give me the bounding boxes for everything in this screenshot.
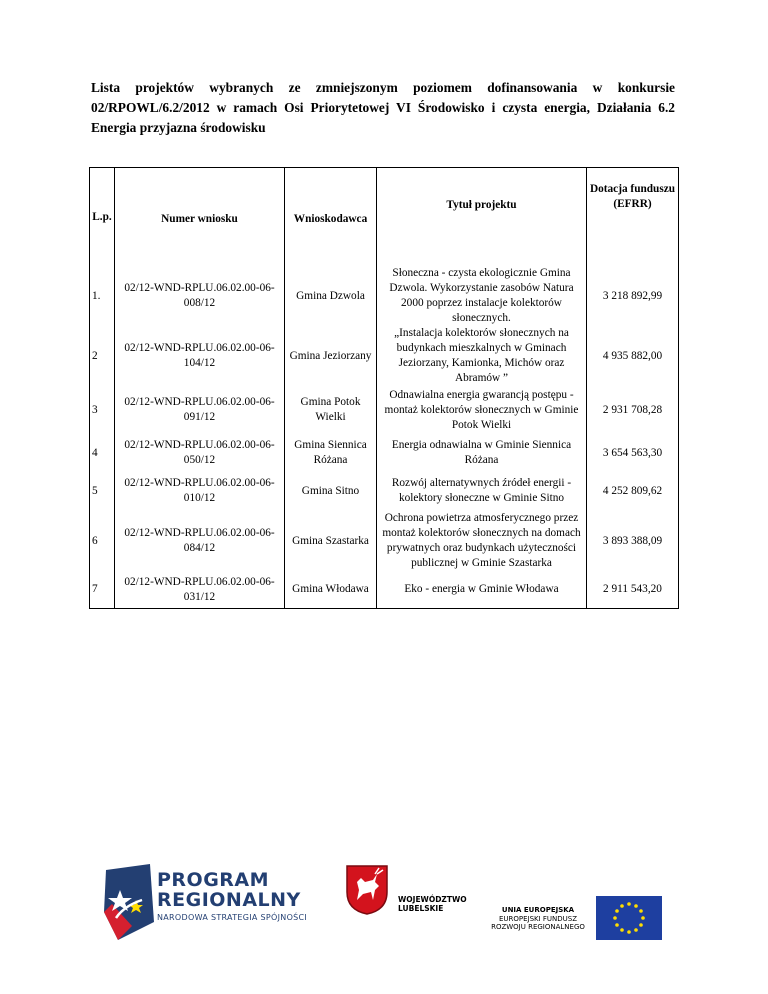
table-row xyxy=(90,572,679,608)
footer-logos xyxy=(0,858,768,948)
cell-number: 02/12-WND-RPLU.06.02.00-06-050/12 xyxy=(115,434,285,472)
program-regionalny-logo-icon xyxy=(102,860,156,944)
program-line-2: REGIONALNY xyxy=(157,889,301,911)
cell-number: 02/12-WND-RPLU.06.02.00-06-091/12 xyxy=(115,386,285,434)
document-heading xyxy=(91,78,675,138)
cell-amount: 3 893 388,09 xyxy=(587,510,679,572)
cell-number: 02/12-WND-RPLU.06.02.00-06-084/12 xyxy=(115,510,285,572)
cell-applicant: Gmina Jeziorzany xyxy=(285,326,377,386)
cell-applicant: Gmina Sitno xyxy=(285,472,377,510)
cell-applicant: Gmina Siennica Różana xyxy=(285,434,377,472)
projects-table xyxy=(89,167,679,609)
cell-title: Odnawialna energia gwarancją postępu - montaż kolektorów słonecznych w Gminie Potok Wielki xyxy=(377,386,587,434)
cell-title: Eko - energia w Gminie Włodawa xyxy=(377,572,587,608)
cell-lp: 2 xyxy=(90,326,115,386)
wojewodztwo-line-2: LUBELSKIE xyxy=(398,904,444,913)
cell-lp: 4 xyxy=(90,434,115,472)
cell-lp: 3 xyxy=(90,386,115,434)
wojewodztwo-line-1: WOJEWÓDZTWO xyxy=(398,895,467,904)
program-regionalny-text xyxy=(157,870,307,922)
header-title: Tytuł projektu xyxy=(377,168,587,267)
table-row xyxy=(90,434,679,472)
eu-flag-icon xyxy=(596,896,662,940)
wojewodztwo-text xyxy=(398,895,467,913)
cell-amount: 3 654 563,30 xyxy=(587,434,679,472)
cell-amount: 2 911 543,20 xyxy=(587,572,679,608)
cell-amount: 4 252 809,62 xyxy=(587,472,679,510)
table-row xyxy=(90,472,679,510)
eu-line-1: UNIA EUROPEJSKA xyxy=(501,906,575,914)
cell-applicant: Gmina Włodawa xyxy=(285,572,377,608)
table-row xyxy=(90,510,679,572)
heading-line-3: Energia przyjazna środowisku xyxy=(91,120,266,135)
program-line-3: NARODOWA STRATEGIA SPÓJNOŚCI xyxy=(157,913,308,922)
cell-number: 02/12-WND-RPLU.06.02.00-06-104/12 xyxy=(115,326,285,386)
cell-title: Słoneczna - czysta ekologicznie Gmina Dzwola. Wykorzystanie zasobów Natura 2000 poprzez instalacje kolektorów słonecznych. xyxy=(377,266,587,326)
cell-lp: 7 xyxy=(90,572,115,608)
cell-lp: 1. xyxy=(90,266,115,326)
header-amount: Dotacja funduszu (EFRR) xyxy=(587,168,679,267)
cell-applicant: Gmina Potok Wielki xyxy=(285,386,377,434)
cell-title: „Instalacja kolektorów słonecznych na budynkach mieszkalnych w Gminach Jeziorzany, Kamionka, Michów oraz Abramów ” xyxy=(377,326,587,386)
header-lp: L.p. xyxy=(90,168,115,267)
cell-number: 02/12-WND-RPLU.06.02.00-06-008/12 xyxy=(115,266,285,326)
table-row xyxy=(90,326,679,386)
lubelskie-crest-icon xyxy=(345,864,389,916)
cell-number: 02/12-WND-RPLU.06.02.00-06-010/12 xyxy=(115,472,285,510)
table-row xyxy=(90,386,679,434)
cell-title: Ochrona powietrza atmosferycznego przez montaż kolektorów słonecznych na domach prywatnych oraz budynkach użyteczności publicznej w Gminie Szastarka xyxy=(377,510,587,572)
cell-amount: 3 218 892,99 xyxy=(587,266,679,326)
header-applicant: Wnioskodawca xyxy=(285,168,377,267)
eu-line-3: ROZWOJU REGIONALNEGO xyxy=(491,923,585,931)
cell-applicant: Gmina Dzwola xyxy=(285,266,377,326)
cell-amount: 4 935 882,00 xyxy=(587,326,679,386)
eu-line-2: EUROPEJSKI FUNDUSZ xyxy=(498,914,578,923)
cell-title: Energia odnawialna w Gminie Siennica Różana xyxy=(377,434,587,472)
heading-line-2: 02/RPOWL/6.2/2012 w ramach Osi Priorytetowej VI Środowisko i czysta energia, Działania 6.2 xyxy=(91,100,675,115)
table-row xyxy=(90,266,679,326)
cell-applicant: Gmina Szastarka xyxy=(285,510,377,572)
cell-title: Rozwój alternatywnych źródeł energii - kolektory słoneczne w Gminie Sitno xyxy=(377,472,587,510)
cell-lp: 5 xyxy=(90,472,115,510)
eu-text xyxy=(488,906,588,932)
program-line-1: PROGRAM xyxy=(157,869,270,891)
heading-line-1: Lista projektów wybranych ze zmniejszonym poziomem dofinansowania w konkursie xyxy=(91,80,675,95)
cell-number: 02/12-WND-RPLU.06.02.00-06-031/12 xyxy=(115,572,285,608)
table-header-row xyxy=(90,168,679,267)
header-number: Numer wniosku xyxy=(115,168,285,267)
cell-amount: 2 931 708,28 xyxy=(587,386,679,434)
cell-lp: 6 xyxy=(90,510,115,572)
